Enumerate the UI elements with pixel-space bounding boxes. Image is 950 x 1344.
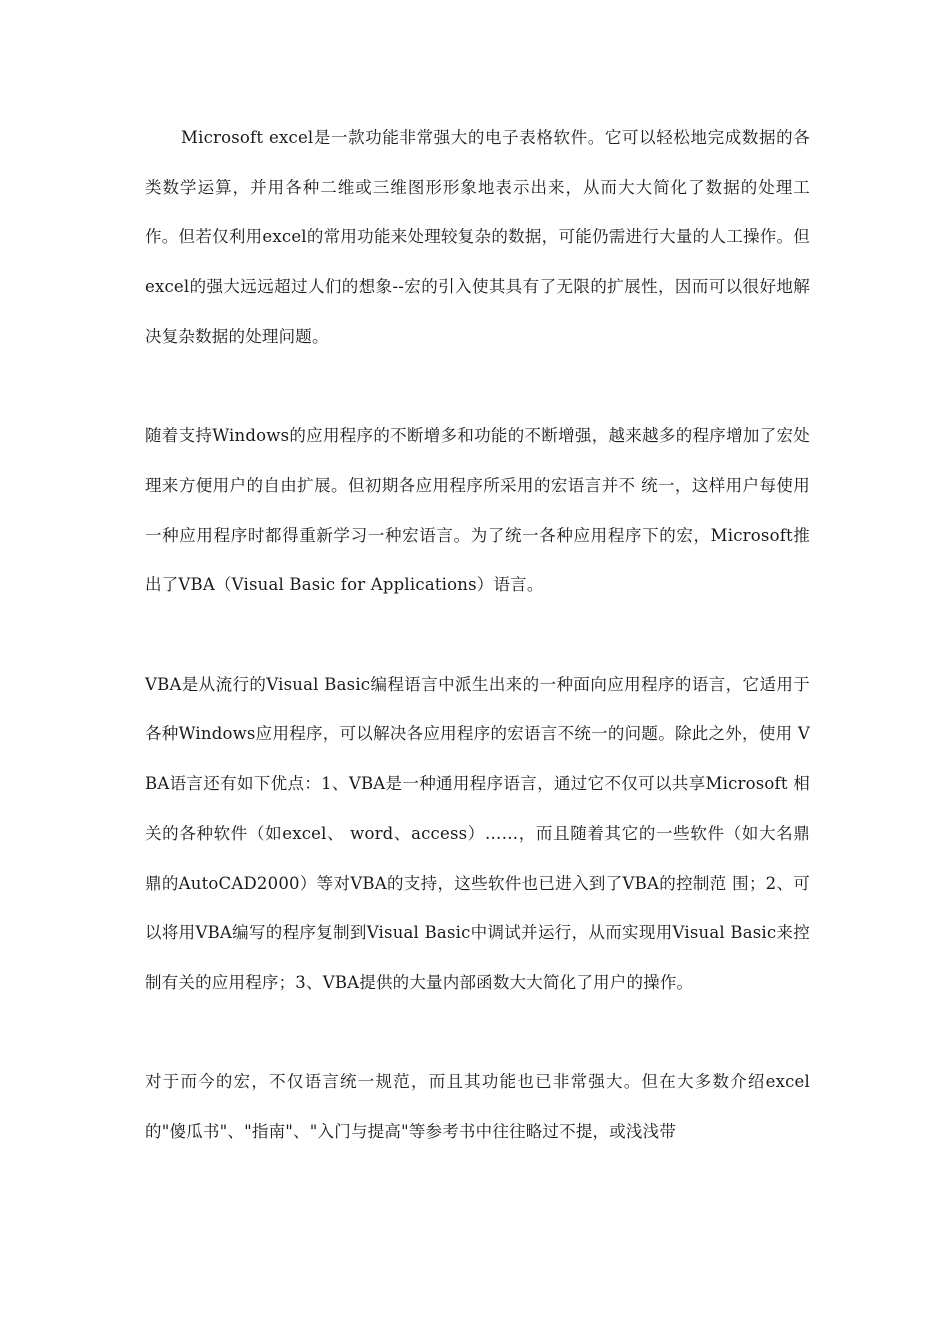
paragraph-gap [145,362,810,412]
paragraph-vba-origin: 随着支持Windows的应用程序的不断增多和功能的不断增强，越来越多的程序增加了宏处理来方便用户的自由扩展。但初期各应用程序所采用的宏语言并不 统一，这样用户每使用一种应用程序时都得重新学习一种宏语言。为了统一各种应用程序下的宏，Microsoft推出了VBA（Visual Basic for Applications）语言。 [145,426,810,595]
paragraph-gap [145,610,810,660]
paragraph-excel-intro: Microsoft excel是一款功能非常强大的电子表格软件。它可以轻松地完成数据的各类数学运算，并用各种二维或三维图形形象地表示出来，从而大大简化了数据的处理工作。但若仅利用excel的常用功能来处理较复杂的数据，可能仍需进行大量的人工操作。但excel的强大远远超过人们的想象--宏的引入使其具有了无限的扩展性，因而可以很好地解决复杂数据的处理问题。 [145,128,810,346]
paragraph-macro-today: 对于而今的宏，不仅语言统一规范，而且其功能也已非常强大。但在大多数介绍excel的"傻瓜书"、"指南"、"入门与提高"等参考书中往往略过不提，或浅浅带 [145,1072,810,1142]
paragraph-gap [145,1008,810,1058]
document-body [145,113,810,1157]
paragraph-vba-advantages: VBA是从流行的Visual Basic编程语言中派生出来的一种面向应用程序的语言，它适用于各种Windows应用程序，可以解决各应用程序的宏语言不统一的问题。除此之外，使用 VBA语言还有如下优点：1、VBA是一种通用程序语言，通过它不仅可以共享Microsoft 相关的各种软件（如excel、 word、access）……，而且随着其它的一些软件（如大名鼎鼎的AutoCAD2000）等对VBA的支持，这些软件也已进入到了VBA的控制范 围；2、可以将用VBA编写的程序复制到Visual Basic中调试并运行，从而实现用Visual Basic来控制有关的应用程序；3、VBA提供的大量内部函数大大简化了用户的操作。 [145,674,810,992]
